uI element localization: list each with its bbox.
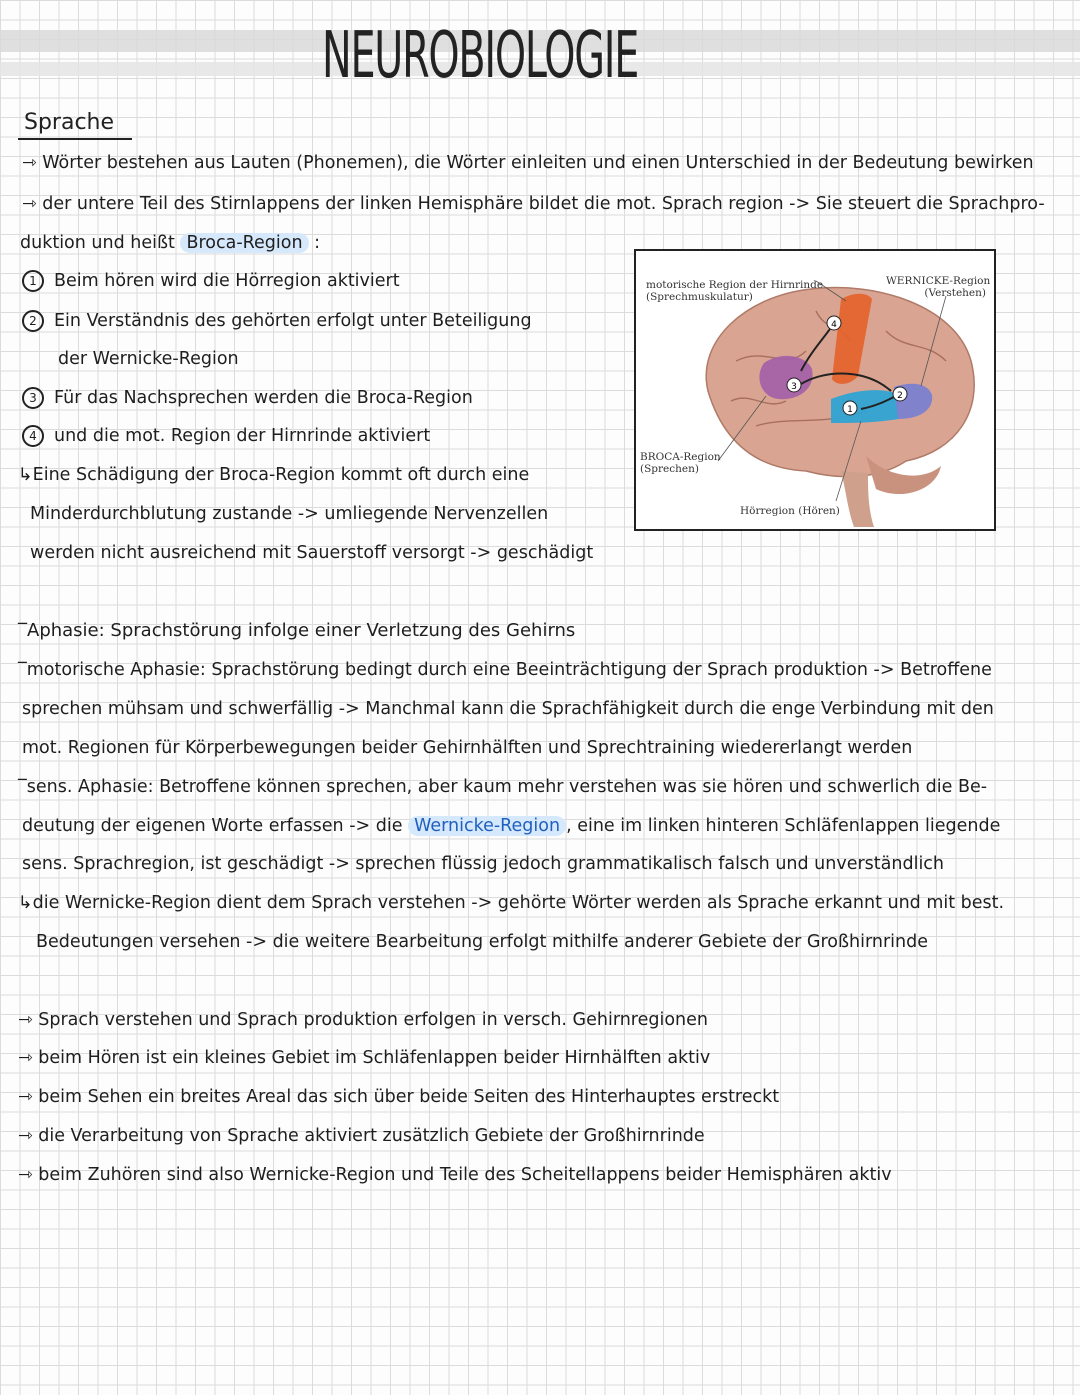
aphasia-line: sens. Sprachregion, ist geschädigt -> sprechen flüssig jedoch grammatikalisch falsch und unverständlich	[22, 854, 945, 874]
return-arrow-icon: ↳	[18, 893, 33, 913]
step-number: 3	[22, 387, 44, 409]
aphasia-line: ‾Aphasie: Sprachstörung infolge einer Verletzung des Gehirns	[18, 620, 576, 641]
return-arrow-icon: ↳	[18, 465, 33, 485]
aphasia-line: Bedeutungen versehen -> die weitere Bearbeitung erfolgt mithilfe anderer Gebiete der Großhirnrinde	[36, 932, 928, 952]
arrow-icon: ⇾	[22, 194, 43, 214]
svg-text:1: 1	[847, 405, 853, 415]
svg-text:4: 4	[831, 320, 837, 330]
intro-line: duktion und heißt Broca-Region :	[20, 233, 321, 253]
step-item: 4 und die mot. Region der Hirnrinde aktiviert	[22, 425, 430, 447]
damage-line: Minderdurchblutung zustande -> umliegende Nervenzellen	[30, 504, 549, 524]
damage-line: ↳Eine Schädigung der Broca-Region kommt oft durch eine	[18, 465, 530, 485]
arrow-icon: ⇾	[18, 1048, 39, 1068]
summary-line: ⇾ beim Sehen ein breites Areal das sich über beide Seiten des Hinterhauptes erstreckt	[18, 1087, 780, 1107]
marker-3	[787, 378, 801, 392]
aphasia-line: ‾sens. Aphasie: Betroffene können sprechen, aber kaum mehr verstehen was sie hören und schwerlich die Be-	[18, 777, 988, 797]
arrow-icon: ⇾	[18, 1087, 39, 1107]
broca-figure-label: BROCA-Region (Sprechen)	[640, 451, 721, 475]
arrow-icon: ⇾	[18, 1165, 39, 1185]
aphasia-line: ↳die Wernicke-Region dient dem Sprach verstehen -> gehörte Wörter werden als Sprache erkannt und mit best.	[18, 893, 1005, 913]
step-item: 3 Für das Nachsprechen werden die Broca-Region	[22, 387, 473, 409]
summary-line: ⇾ die Verarbeitung von Sprache aktiviert zusätzlich Gebiete der Großhirnrinde	[18, 1126, 705, 1146]
step-number: 4	[22, 425, 44, 447]
brainstem-shape	[841, 471, 874, 527]
summary-line: ⇾ beim Hören ist ein kleines Gebiet im Schläfenlappen beider Hirnhälften aktiv	[18, 1048, 711, 1068]
marker-4	[827, 316, 841, 330]
intro-line: ⇾ der untere Teil des Stirnlappens der linken Hemisphäre bildet die mot. Sprach region -> Sie steuert die Sprachpro-	[22, 194, 1045, 214]
heading-underline	[18, 138, 132, 140]
motor-label: motorische Region der Hirnrinde (Sprechmuskulatur)	[646, 279, 824, 303]
arrow-icon: ⇾	[22, 153, 43, 173]
intro-line: ⇾ Wörter bestehen aus Lauten (Phonemen), die Wörter einleiten und einen Unterschied in der Bedeutung bewirken	[22, 153, 1034, 173]
aphasia-line: deutung der eigenen Worte erfassen -> die Wernicke-Region , eine im linken hinteren Schläfenlappen liegende	[22, 816, 1001, 836]
svg-text:3: 3	[791, 382, 797, 392]
step-number: 2	[22, 310, 44, 332]
marker-1	[843, 401, 857, 415]
brain-figure	[634, 249, 996, 531]
page-title: NEUROBIOLOGIE	[322, 19, 639, 93]
arrow-icon: ⇾	[18, 1126, 39, 1146]
step-item: 1 Beim hören wird die Hörregion aktiviert	[22, 270, 400, 292]
step-item: der Wernicke-Region	[58, 349, 239, 369]
wernicke-highlight: Wernicke-Region	[408, 816, 566, 836]
aphasia-line: sprechen mühsam und schwerfällig -> Manchmal kann die Sprachfähigkeit durch die enge Verbindung mit den	[22, 699, 994, 719]
broca-highlight: Broca-Region	[180, 233, 308, 253]
wernicke-figure-label: WERNICKE-Region (Verstehen)	[886, 275, 991, 299]
aphasia-line: ‾motorische Aphasie: Sprachstörung bedingt durch eine Beeinträchtigung der Sprach produktion -> Betroffene	[18, 660, 992, 680]
section-heading: Sprache	[24, 110, 115, 135]
aphasia-line: mot. Regionen für Körperbewegungen beider Gehirnhälften und Sprechtraining wiedererlangt werden	[22, 738, 913, 758]
arrow-icon: ⇾	[18, 1010, 39, 1030]
step-number: 1	[22, 270, 44, 292]
marker-2	[893, 387, 907, 401]
damage-line: werden nicht ausreichend mit Sauerstoff versorgt -> geschädigt	[30, 543, 594, 563]
svg-text:2: 2	[897, 391, 903, 401]
summary-line: ⇾ Sprach verstehen und Sprach produktion erfolgen in versch. Gehirnregionen	[18, 1010, 709, 1030]
step-item: 2 Ein Verständnis des gehörten erfolgt unter Beteiligung	[22, 310, 532, 332]
summary-line: ⇾ beim Zuhören sind also Wernicke-Region und Teile des Scheitellappens beider Hemisphären aktiv	[18, 1165, 892, 1185]
hoer-label: Hörregion (Hören)	[740, 505, 840, 517]
